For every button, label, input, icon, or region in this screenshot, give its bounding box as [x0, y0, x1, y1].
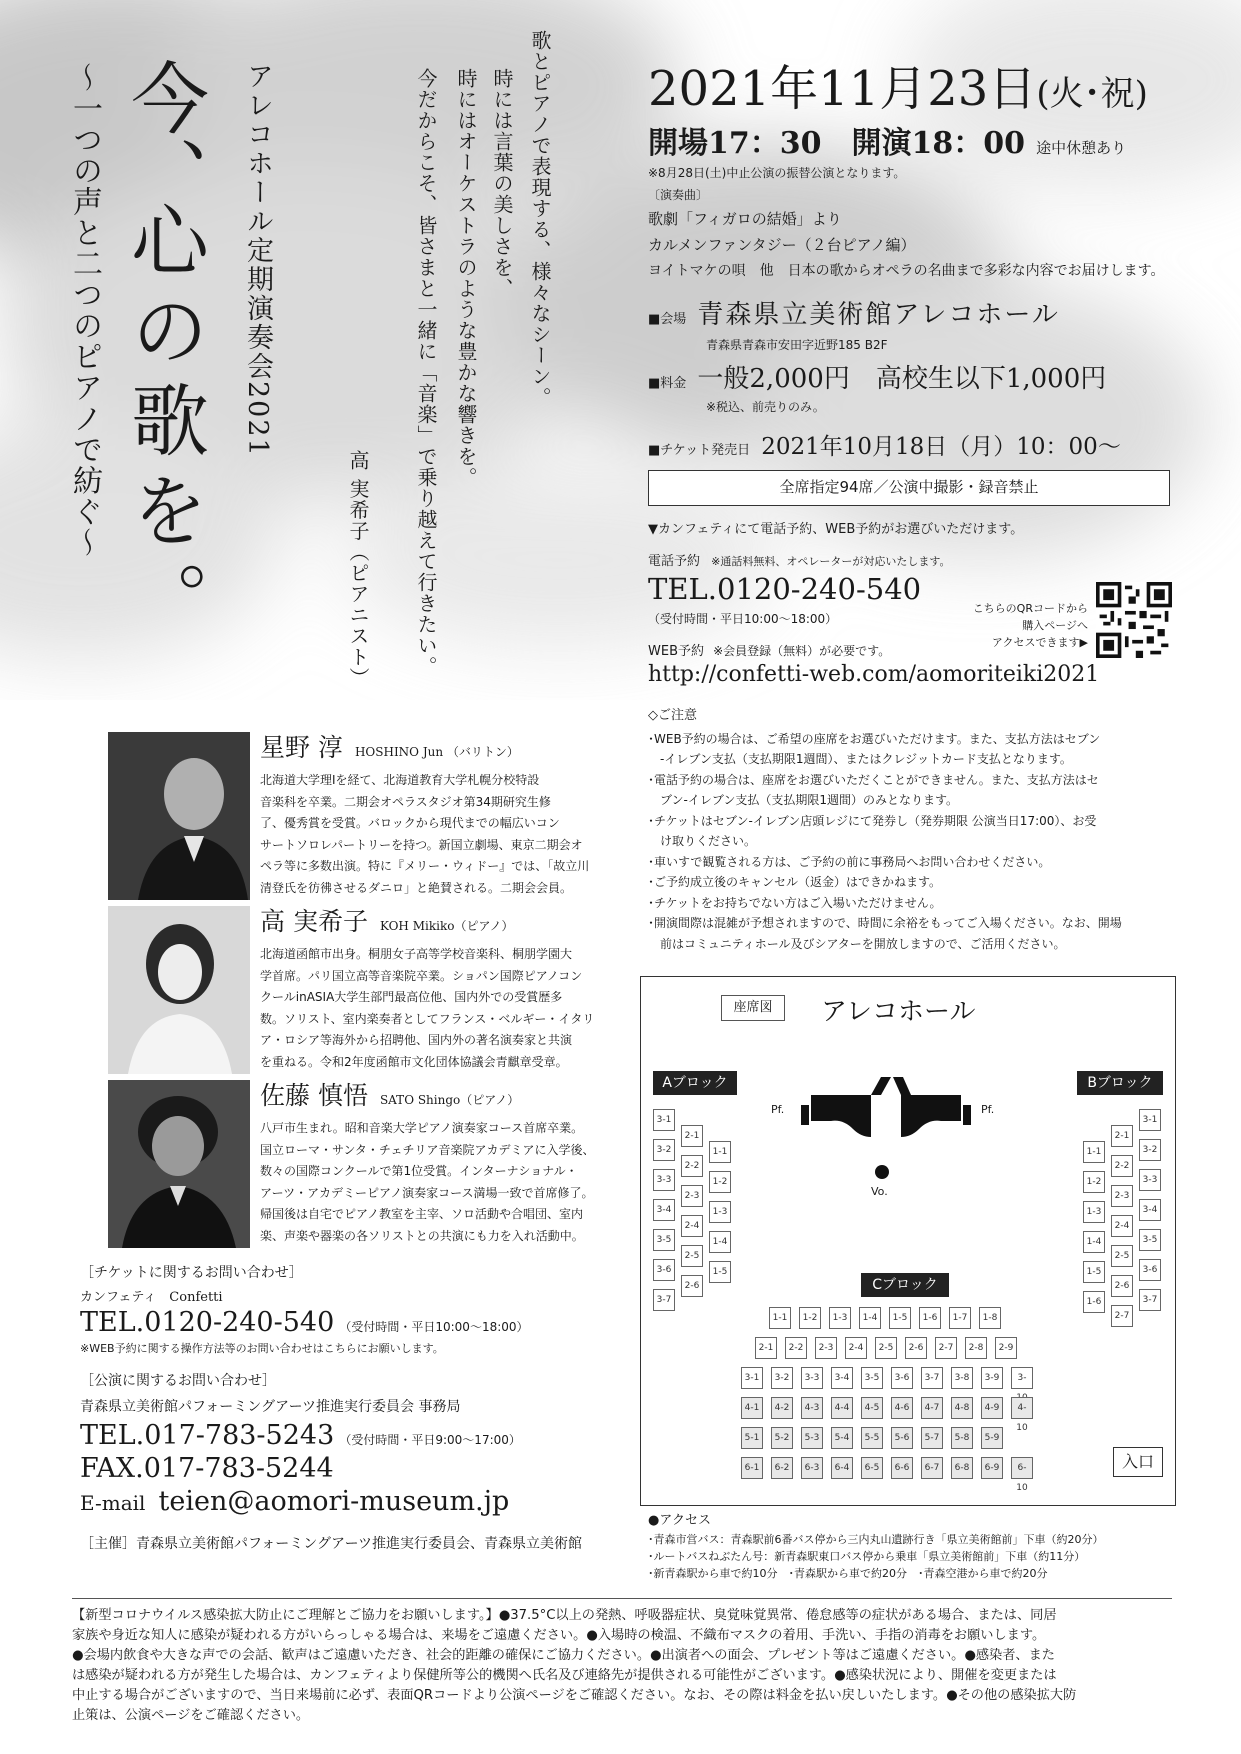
performer-name-en: SATO Shingo（ピアノ）	[379, 1093, 520, 1107]
seat: 4-7	[921, 1397, 943, 1419]
main-title-line2: 心の歌を。	[118, 200, 208, 650]
qr-code-icon[interactable]	[1096, 582, 1172, 658]
seat: 4-10	[1011, 1397, 1033, 1419]
seat: 2-4	[681, 1215, 703, 1237]
seat-map	[640, 976, 1176, 1506]
seat: 5-1	[741, 1427, 763, 1449]
seat: 3-1	[741, 1367, 763, 1389]
seat: 2-7	[1111, 1305, 1133, 1327]
web-label: WEB予約	[648, 644, 704, 659]
fee-row	[648, 358, 1106, 395]
pf-label-left: Pf.	[771, 1103, 785, 1116]
seat: 3-5	[653, 1229, 675, 1251]
caution-notes	[648, 706, 1188, 954]
caution-item: ブン-イレブン支払（支払期限1週間）のみとなります。	[648, 793, 959, 807]
seat: 2-2	[681, 1155, 703, 1177]
seat: 2-8	[965, 1337, 987, 1359]
venue-address: 青森県青森市安田字近野185 B2F	[706, 338, 888, 352]
event-date-row	[648, 50, 1148, 119]
caution-title: ◇ご注意	[648, 708, 697, 723]
seat: 3-4	[831, 1367, 853, 1389]
seat: 2-6	[681, 1275, 703, 1297]
booking-tel[interactable]: TEL.0120-240-540	[648, 572, 922, 606]
pf-label-right: Pf.	[981, 1103, 995, 1116]
seat: 6-3	[801, 1457, 823, 1479]
seat: 1-6	[1083, 1291, 1105, 1313]
access-item: ･ルートバスねぶたん号：新青森駅東口バス停から乗車「県立美術館前」下車（約11分）	[648, 1550, 1086, 1563]
seat: 3-1	[653, 1109, 675, 1131]
covid-notice: 【新型コロナウイルス感染拡大防止にご理解とご協力をお願いします。】●37.5°C以上の発熱、呼吸器症状、臭覚味覚異常、倦怠感等の症状がある場合、または、同居 家族や身近な知人に感染が疑われる方がいらっしゃる場合は、来場をご遠慮ください。●入場時の検温、不織布マスクの着用、手洗い、手指の消毒をお願いします。 ●会場内飲食や大きな声での会話、歓声はご遠慮いただき、社会的距離の確保にご協力ください。●出演者への面会、プレゼント等はご遠慮ください。●感染者、また は感染が疑われる方が発生した場合は、カンフェティより保健所等公的機関へ氏名及び連絡先が提供される可能性がございます。●感染状況により、開催を変更または 中止する場合がございますので、当日来場前に必ず、表面QRコードより公演ページをご確認ください。なお、その際は料金を払い戻しいたします。●その他の感染拡大防 止策は、公演ページをご確認ください。	[72, 1608, 1077, 1723]
series-title: アレコホール定期演奏会2021	[242, 62, 273, 458]
seat: 5-6	[891, 1427, 913, 1449]
seat: 6-10	[1011, 1457, 1033, 1479]
access-item: ･青森市営バス：青森駅前6番バス停から三内丸山遺跡行き「県立美術館前」下車（約20分）	[648, 1533, 1104, 1546]
reschedule-note: ※8月28日(土)中止公演の振替公演となります。	[648, 166, 906, 180]
performer-name: 高 実希子	[260, 907, 368, 936]
venue-name: 青森県立美術館アレコホール	[697, 300, 1060, 330]
ticket-sale-label: ■チケット発売日	[648, 443, 751, 458]
seat: 4-9	[981, 1397, 1003, 1419]
seat: 3-3	[653, 1169, 675, 1191]
event-contact-fax: FAX.017-783-5244	[80, 1453, 334, 1484]
performer-name: 星野 淳	[260, 733, 343, 762]
performer-bio: 北海道大学理Ⅰを経て、北海道教育大学札幌分校特設 音楽科を卒業。二期会オペラスタジオ第34期研究生修 了、優秀賞を受賞。バロックから現代までの幅広いコン サートソロレパートリーを持つ。新国立劇場、東京二期会オ ペラ等に多数出演。特に『メリー・ウィドー』では、「故立川 清登氏を彷彿させるダニロ」と絶賛される。二期会会員。	[260, 773, 590, 895]
entrance-label: 入口	[1113, 1447, 1163, 1477]
main-title-line1: 今、	[118, 58, 208, 214]
seat: 2-4	[845, 1337, 867, 1359]
event-contact-title: ［公演に関するお問い合わせ］	[80, 1373, 276, 1389]
seat: 3-5	[861, 1367, 883, 1389]
seat: 6-6	[891, 1457, 913, 1479]
seat: 2-7	[935, 1337, 957, 1359]
seat: 4-8	[951, 1397, 973, 1419]
block-a-label: Aブロック	[653, 1071, 737, 1095]
seat: 6-4	[831, 1457, 853, 1479]
seat: 1-1	[769, 1307, 791, 1329]
seat-map-hall: アレコホール	[821, 997, 976, 1027]
booking-tel-hours: （受付時間・平日10:00〜18:00）	[648, 612, 838, 626]
seat: 1-2	[709, 1171, 731, 1193]
seat: 3-1	[1139, 1109, 1161, 1131]
seat-notice: 全席指定94席／公演中撮影・録音禁止	[779, 478, 1039, 496]
seat: 1-2	[1083, 1171, 1105, 1193]
seat: 5-9	[981, 1427, 1003, 1449]
seat: 6-2	[771, 1457, 793, 1479]
ticket-sale-date: 2021年10月18日（月）10：00〜	[761, 434, 1121, 460]
caution-item: ･WEB予約の場合は、ご希望の座席をお選びいただけます。また、支払方法はセブン	[648, 731, 1101, 746]
seat: 3-6	[891, 1367, 913, 1389]
poem-author: 高 実希子（ピアニスト）	[346, 450, 370, 689]
performer-name: 佐藤 慎悟	[260, 1081, 368, 1110]
seat: 1-5	[1083, 1261, 1105, 1283]
event-times: 開場17：30 開演18：00	[648, 126, 1025, 161]
seat: 6-9	[981, 1457, 1003, 1479]
seat: 6-8	[951, 1457, 973, 1479]
seat: 4-2	[771, 1397, 793, 1419]
program-item-3: ヨイトマケの唄 他 日本の歌からオペラの名曲まで多彩な内容でお届けします。	[648, 263, 1165, 279]
caution-item: ･開演間際は混雑が予想されますので、時間に余裕をもってご入場ください。なお、開場	[648, 916, 1122, 930]
intermission-note: 途中休憩あり	[1036, 139, 1127, 157]
access-item: ･新青森駅から車で約10分 ･青森駅から車で約20分 ･青森空港から車で約20分	[648, 1567, 1048, 1580]
seat: 2-9	[995, 1337, 1017, 1359]
fee-note: ※税込、前売りのみ。	[706, 400, 825, 414]
caution-item: 前はコミュニティホール及びシアターを開放しますので、ご活用ください。	[648, 936, 1066, 951]
seat: 2-1	[1111, 1125, 1133, 1147]
caution-item: け取りください。	[648, 834, 757, 848]
divider	[72, 1598, 1172, 1599]
booking-intro: ▼カンフェティにて電話予約、WEB予約がお選びいただけます。	[648, 522, 1024, 537]
seat: 3-2	[653, 1139, 675, 1161]
performer-name-en: KOH Mikiko（ピアノ）	[379, 919, 514, 933]
caution-item: -イレブン支払（支払期限1週間）、またはクレジットカード支払となります。	[648, 752, 1072, 766]
seat: 1-6	[919, 1307, 941, 1329]
seat: 3-2	[1139, 1139, 1161, 1161]
ticket-contact-org: カンフェティ Confetti	[80, 1290, 223, 1305]
seat: 2-5	[681, 1245, 703, 1267]
seat: 2-6	[905, 1337, 927, 1359]
seat: 2-2	[785, 1337, 807, 1359]
seat: 5-7	[921, 1427, 943, 1449]
seat: 1-3	[1083, 1201, 1105, 1223]
seat: 2-5	[1111, 1245, 1133, 1267]
venue-row	[648, 294, 1060, 331]
seat: 1-1	[709, 1141, 731, 1163]
seat: 2-6	[1111, 1275, 1133, 1297]
seat: 6-1	[741, 1457, 763, 1479]
seat: 1-3	[709, 1201, 731, 1223]
seat: 3-5	[1139, 1229, 1161, 1251]
fee-text: 一般2,000円 高校生以下1,000円	[697, 364, 1107, 394]
performer-hoshino	[260, 728, 606, 899]
email-row	[80, 1486, 620, 1517]
ticket-contact-title: ［チケットに関するお問い合わせ］	[80, 1265, 303, 1281]
seat: 3-6	[1139, 1259, 1161, 1281]
block-c-label: Cブロック	[861, 1273, 949, 1297]
seat: 1-5	[889, 1307, 911, 1329]
seat: 1-3	[829, 1307, 851, 1329]
seat: 3-7	[921, 1367, 943, 1389]
seat: 6-7	[921, 1457, 943, 1479]
seat: 3-2	[771, 1367, 793, 1389]
seat: 3-9	[981, 1367, 1003, 1389]
phone-note: ※通話料無料、オペレーターが対応いたします。	[711, 555, 951, 568]
phone-label: 電話予約	[648, 554, 701, 569]
seat: 4-5	[861, 1397, 883, 1419]
seat: 3-8	[951, 1367, 973, 1389]
seat: 6-5	[861, 1457, 883, 1479]
seat: 3-3	[801, 1367, 823, 1389]
ticket-contact-hours: （受付時間・平日10:00〜18:00）	[339, 1320, 529, 1334]
access-title: ●アクセス	[648, 1513, 711, 1528]
qr-caption-1: こちらのQRコードから	[972, 602, 1088, 615]
program-label: 〔演奏曲〕	[648, 188, 709, 202]
seat: 3-6	[653, 1259, 675, 1281]
seat: 5-4	[831, 1427, 853, 1449]
caution-item: ･車いすで観覧される方は、ご予約の前に事務局へお問い合わせください。	[648, 854, 1051, 869]
seat: 3-4	[1139, 1199, 1161, 1221]
qr-caption	[928, 600, 1088, 651]
vo-label: Vo.	[871, 1185, 888, 1198]
seat: 2-5	[875, 1337, 897, 1359]
program-item-2: カルメンファンタジー（２台ピアノ編）	[648, 236, 916, 254]
poem-line-1: 歌とピアノで表現する、様々なシーン。	[528, 30, 552, 408]
seat: 4-6	[891, 1397, 913, 1419]
event-times-row	[648, 118, 1126, 162]
block-b-label: Bブロック	[1077, 1071, 1163, 1095]
web-note: ※会員登録（無料）が必要です。	[713, 644, 891, 658]
event-contact-tel[interactable]: TEL.017-783-5243	[80, 1420, 335, 1451]
seat: 2-2	[1111, 1155, 1133, 1177]
seat: 2-1	[755, 1337, 777, 1359]
web-booking-row	[648, 640, 890, 659]
booking-url[interactable]: http://confetti-web.com/aomoriteiki2021	[648, 662, 1100, 687]
poem-line-4: 今だからこそ、皆さまと一緒に「音楽」で乗り越えて行きたい。	[414, 68, 438, 677]
seat: 5-2	[771, 1427, 793, 1449]
phone-booking-row	[648, 550, 950, 569]
seat: 2-1	[681, 1125, 703, 1147]
seat: 2-3	[1111, 1185, 1133, 1207]
seat: 3-7	[653, 1289, 675, 1311]
seat: 2-4	[1111, 1215, 1133, 1237]
seat: 4-1	[741, 1397, 763, 1419]
seat: 1-4	[709, 1231, 731, 1253]
seat: 1-1	[1083, 1141, 1105, 1163]
seat: 1-4	[1083, 1231, 1105, 1253]
venue-label: ■会場	[648, 312, 687, 327]
host-credit: ［主催］青森県立美術館パフォーミングアーツ推進実行委員会、青森県立美術館	[80, 1536, 583, 1552]
piano-icon	[801, 1077, 971, 1147]
seat: 3-3	[1139, 1169, 1161, 1191]
performer-photo-hoshino	[108, 732, 250, 900]
seat: 1-8	[979, 1307, 1001, 1329]
event-date-day: (火･祝)	[1036, 74, 1148, 114]
seat: 2-3	[815, 1337, 837, 1359]
event-contact-org: 青森県立美術館パフォーミングアーツ推進実行委員会 事務局	[80, 1399, 461, 1415]
seat: 5-8	[951, 1427, 973, 1449]
performer-koh	[260, 902, 606, 1073]
seat: 3-	[1011, 1367, 1033, 1389]
seat: 5-3	[801, 1427, 823, 1449]
seat: 5-5	[861, 1427, 883, 1449]
vocal-mark	[875, 1165, 889, 1179]
poem-line-2: 時には言葉の美しさを、	[490, 68, 514, 299]
ticket-contact-tel[interactable]: TEL.0120-240-540	[80, 1307, 335, 1338]
performer-sato	[260, 1076, 606, 1247]
contact-section	[80, 1262, 620, 1553]
seat: 3-4	[653, 1199, 675, 1221]
performer-photo-sato	[108, 1080, 250, 1248]
fee-label: ■料金	[648, 376, 687, 391]
access-section	[648, 1512, 1188, 1582]
event-contact-hours: （受付時間・平日9:00〜17:00）	[339, 1433, 521, 1447]
seat: 1-5	[709, 1261, 731, 1283]
caution-item: ･電話予約の場合は、座席をお選びいただくことができません。また、支払方法はセ	[648, 772, 1099, 787]
caution-item: ･ご予約成立後のキャンセル（返金）はできかねます。	[648, 875, 942, 889]
performer-name-en: HOSHINO Jun （バリトン）	[354, 745, 519, 759]
ticket-contact-tel-row	[80, 1307, 620, 1338]
qr-caption-2: 購入ページへ	[1022, 619, 1088, 632]
caution-item: ･チケットをお持ちでない方はご入場いただけません。	[648, 895, 942, 910]
email-label: E-mail	[80, 1491, 146, 1515]
ticket-contact-note: ※WEB予約に関する操作方法等のお問い合わせはこちらにお願いします。	[80, 1342, 444, 1355]
seat: 3-7	[1139, 1289, 1161, 1311]
seat: 4-3	[801, 1397, 823, 1419]
ticket-sale-row	[648, 428, 1121, 461]
seat: 1-2	[799, 1307, 821, 1329]
main-subtitle: 〜一つの声と二つのピアノで紡ぐ〜	[67, 62, 102, 558]
seat: 4-4	[831, 1397, 853, 1419]
performer-photo-koh	[108, 906, 250, 1074]
caution-item: ･チケットはセブン-イレブン店頭レジにて発券し（発券期限 公演当日17:00）、お受	[648, 813, 1097, 828]
performer-bio: 八戸市生まれ。昭和音楽大学ピアノ演奏家コース首席卒業。 国立ローマ・サンタ・チェチリア音楽院アカデミアに入学後、 数々の国際コンクールで第1位受賞。インターナショナル・ アーツ・アカデミーピアノ演奏家コース満場一致で首席修了。 帰国後は自宅でピアノ教室を主宰、ソロ活動や合唱団、室内 楽、声楽や器楽の各ソリストとの共演にも力を入れ活動中。	[260, 1121, 595, 1243]
seat: 1-7	[949, 1307, 971, 1329]
qr-caption-3: アクセスできます▶	[991, 636, 1088, 649]
seat: 2-3	[681, 1185, 703, 1207]
email-address[interactable]: teien@aomori-museum.jp	[158, 1486, 510, 1517]
performer-bio: 北海道函館市出身。桐朋女子高等学校音楽科、桐朋学園大 学首席。パリ国立高等音楽院卒業。ショパン国際ピアノコン クールinASIA大学生部門最高位他、国内外での受賞歴多 数。ソリスト、室内楽奏者としてフランス・ベルギー・イタリ ア・ロシア等海外から招聘他、国内外の著名演奏家と共演 を重ねる。令和2年度函館市文化団体協議会青麒章受章。	[260, 947, 595, 1069]
program-item-1: 歌劇「フィガロの結婚」より	[648, 210, 842, 228]
seat: 1-4	[859, 1307, 881, 1329]
seat-notice-box	[648, 470, 1170, 506]
event-date: 2021年11月23日	[648, 61, 1037, 117]
poem-line-3: 時にはオーケストラのような豊かな響きを。	[454, 68, 478, 488]
event-contact-tel-row	[80, 1420, 620, 1451]
seat-map-tag: 座席図	[721, 995, 785, 1021]
